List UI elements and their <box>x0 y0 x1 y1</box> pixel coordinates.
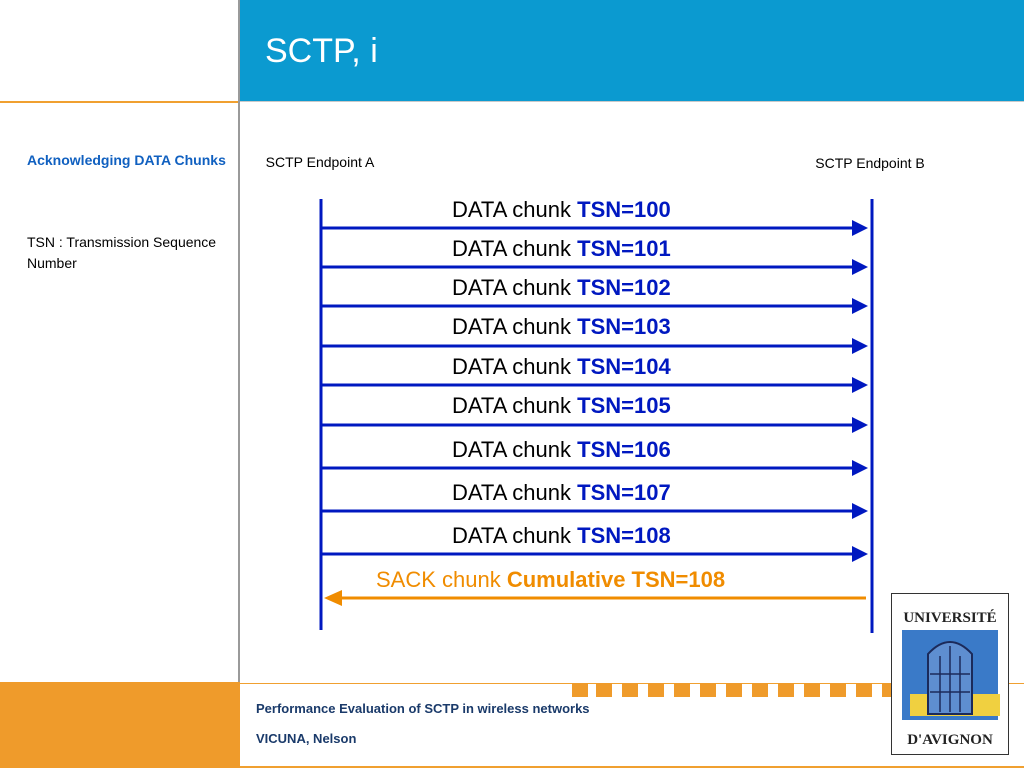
arrowhead <box>852 298 868 314</box>
chunk-type: DATA chunk <box>452 197 578 222</box>
endpoint-a-label: SCTP Endpoint A <box>265 154 375 170</box>
chunk-type: DATA chunk <box>452 437 578 462</box>
arrowhead <box>852 417 868 433</box>
sidebar-note: TSN : Transmission Sequence Number <box>27 234 217 271</box>
chunk-type: DATA chunk <box>452 393 578 418</box>
data-chunk-label <box>452 236 671 262</box>
arrowhead <box>852 259 868 275</box>
sack-arrowhead <box>324 590 342 606</box>
footer-title: Performance Evaluation of SCTP in wireless networks <box>256 701 590 716</box>
arrowhead <box>852 338 868 354</box>
data-chunk-label <box>452 523 671 549</box>
divider <box>240 101 1024 102</box>
slide-title: SCTP, i <box>265 32 378 70</box>
decorative-squares <box>572 683 902 697</box>
arrowhead <box>852 503 868 519</box>
data-chunk-label <box>452 437 671 463</box>
tsn-value: TSN=105 <box>577 393 671 418</box>
tsn-value: TSN=101 <box>577 236 671 261</box>
tsn-value: TSN=106 <box>577 437 671 462</box>
data-chunk-label <box>452 480 671 506</box>
footer-accent <box>0 682 240 768</box>
arrowhead <box>852 460 868 476</box>
data-chunk-label <box>452 393 671 419</box>
sack-chunk-label <box>376 567 725 593</box>
cumulative-tsn-value: Cumulative TSN=108 <box>506 567 726 592</box>
footer-author: VICUNA, Nelson <box>256 731 357 746</box>
arrowhead <box>852 220 868 236</box>
chunk-type: DATA chunk <box>452 236 578 261</box>
chunk-type: DATA chunk <box>452 314 578 339</box>
chunk-type: DATA chunk <box>452 354 578 379</box>
data-chunk-label <box>452 354 671 380</box>
tsn-value: TSN=102 <box>577 275 671 300</box>
university-logo <box>891 593 1009 755</box>
arrowhead <box>852 546 868 562</box>
chunk-type: DATA chunk <box>452 523 578 548</box>
endpoint-b-label: SCTP Endpoint B <box>815 155 925 171</box>
logo-text-top: UNIVERSITÉ <box>903 610 997 626</box>
chunk-type: DATA chunk <box>452 275 578 300</box>
sidebar-heading: Acknowledging DATA Chunks <box>27 152 226 168</box>
data-chunk-label <box>452 197 671 223</box>
data-chunk-label <box>452 314 671 340</box>
tsn-value: TSN=103 <box>577 314 671 339</box>
data-chunk-label <box>452 275 671 301</box>
arrowhead <box>852 377 868 393</box>
tsn-value: TSN=104 <box>577 354 671 379</box>
divider <box>0 101 240 103</box>
chunk-type: SACK chunk <box>376 567 507 592</box>
chunk-type: DATA chunk <box>452 480 578 505</box>
tsn-value: TSN=107 <box>577 480 671 505</box>
logo-text-bottom: D'AVIGNON <box>907 732 993 748</box>
tsn-value: TSN=100 <box>577 197 671 222</box>
tsn-value: TSN=108 <box>577 523 671 548</box>
